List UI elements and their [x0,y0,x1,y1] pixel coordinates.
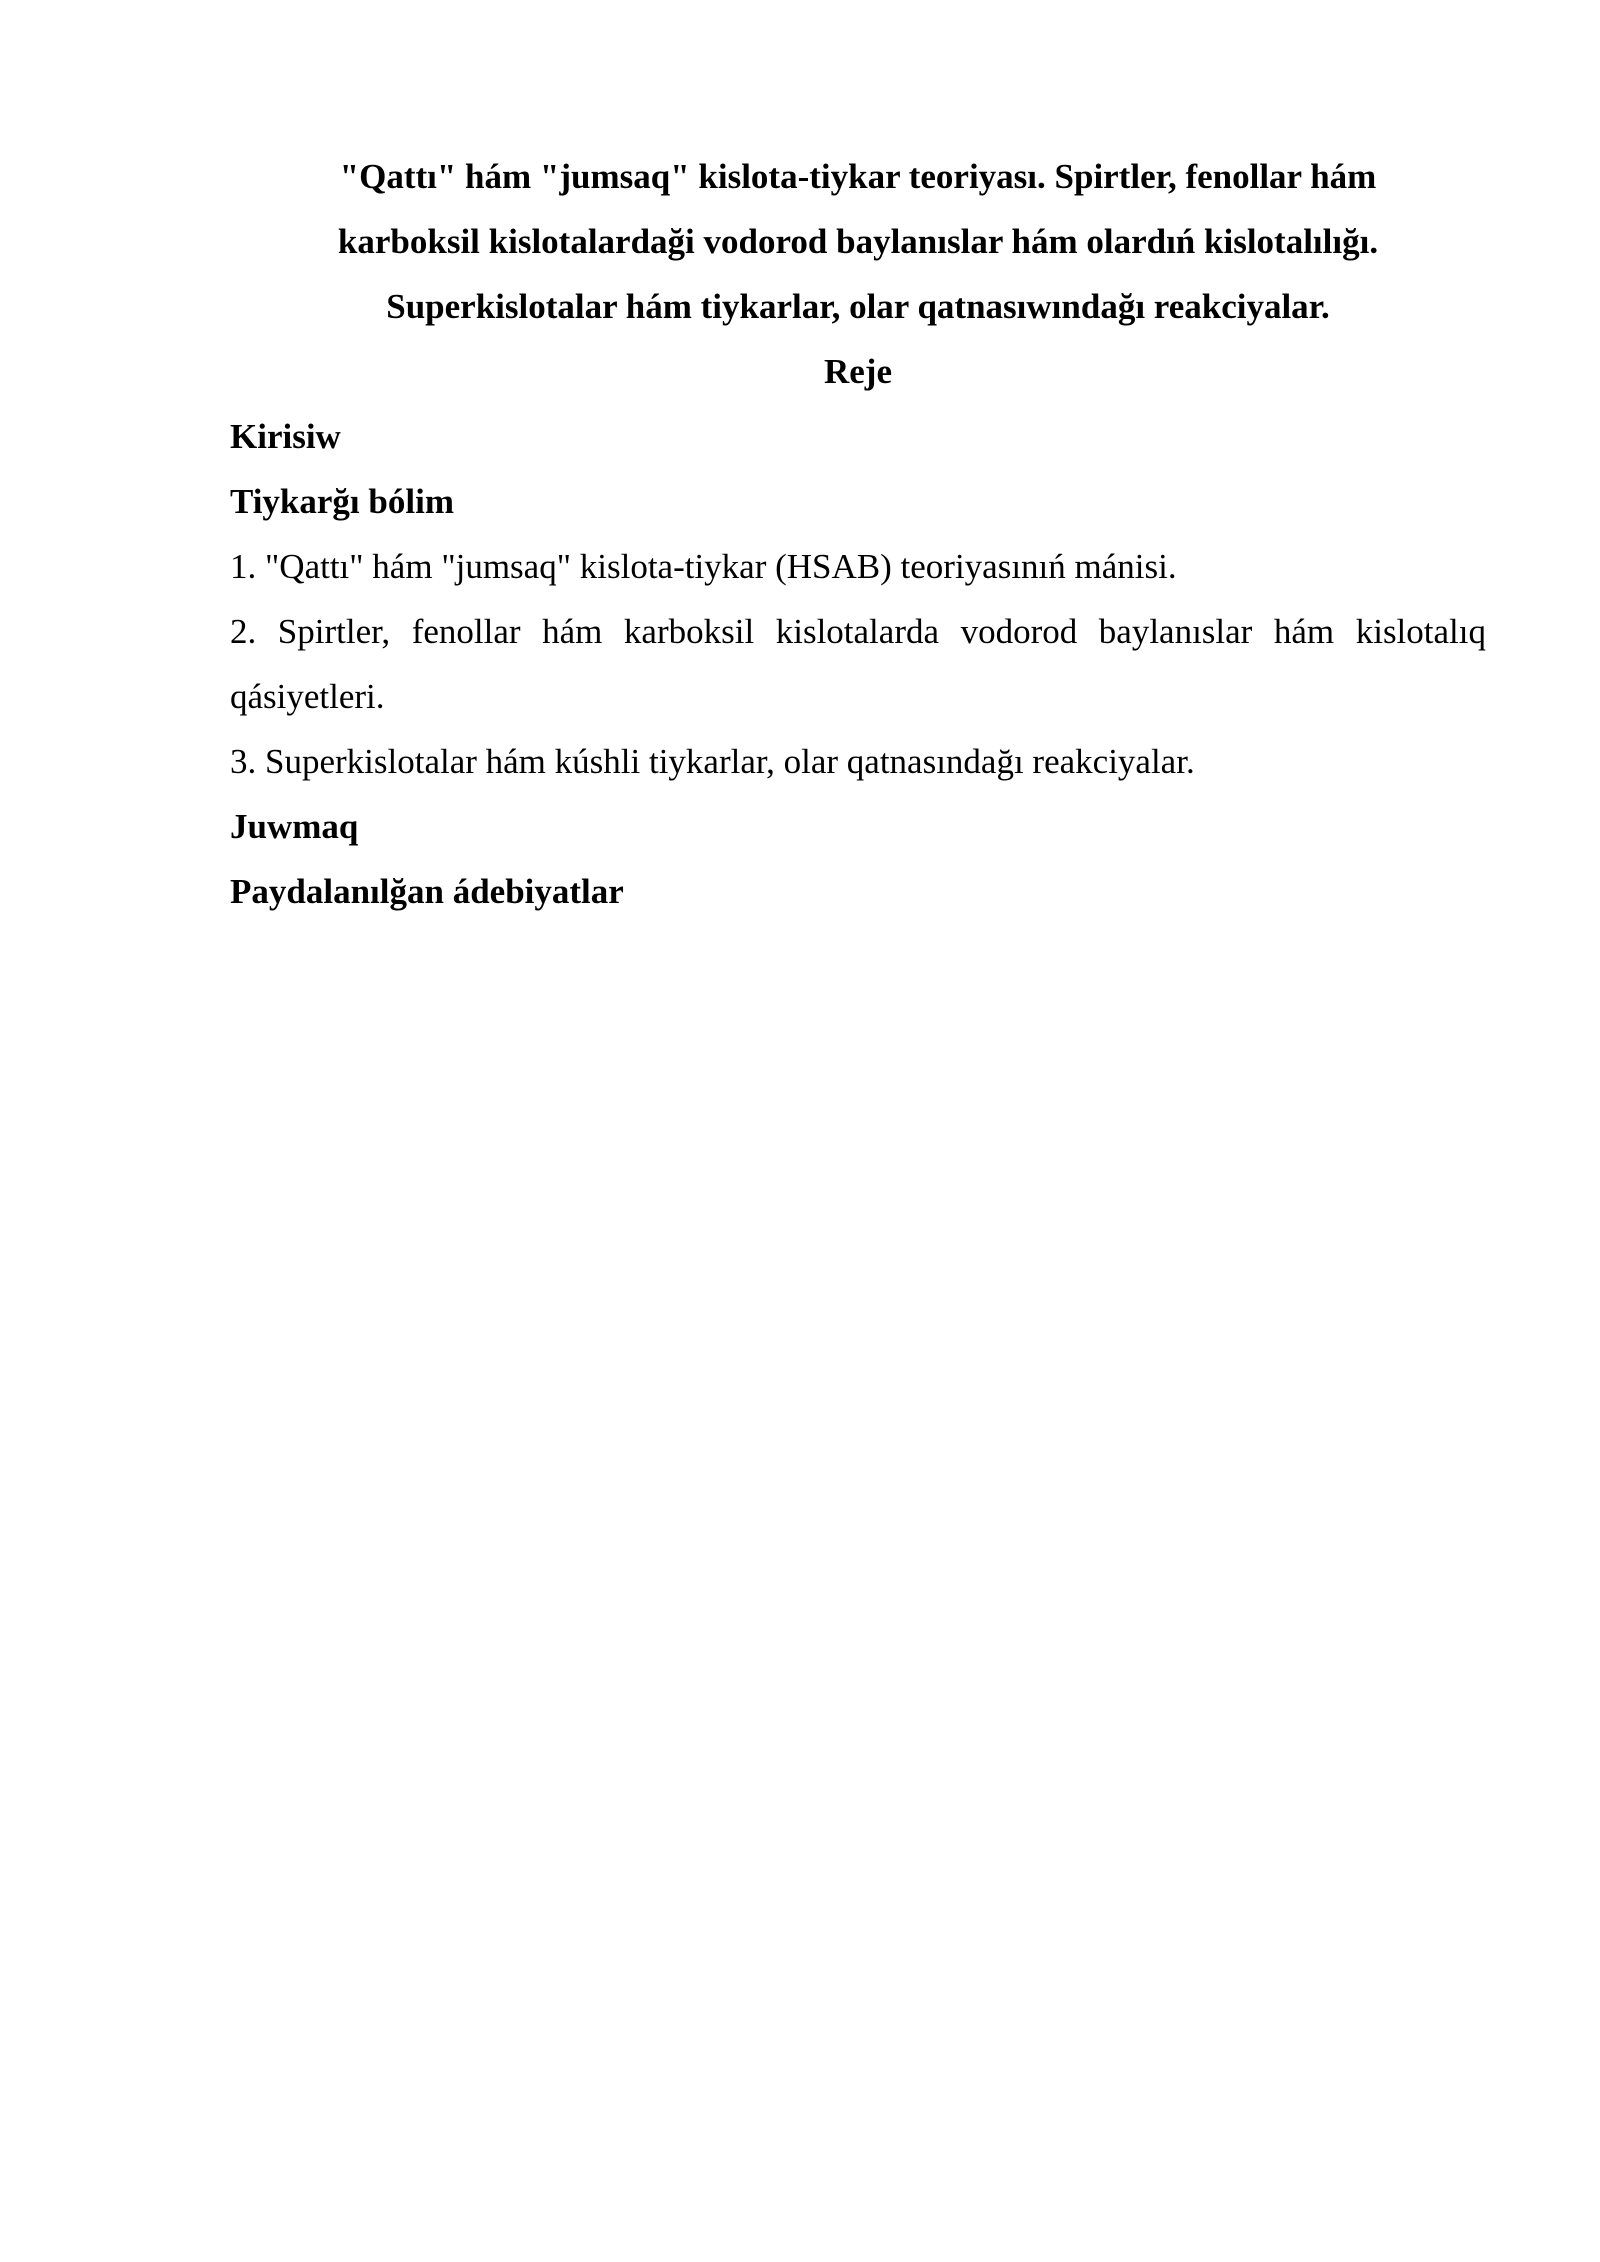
document-content [230,144,1486,924]
document-title [230,144,1486,339]
intro-heading: Kirisiw [230,417,341,456]
plan-item-3 [230,729,1486,794]
title-line-2: karboksil kislotalardaği vodorod baylanıslar hám olardıń kislotalılığı. [337,222,1379,261]
references-heading: Paydalanılğan ádebiyatlar [230,872,624,911]
conclusion-heading: Juwmaq [230,807,359,846]
title-line-3: Superkislotalar hám tiykarlar, olar qatnasıwındağı reakciyalar. [386,287,1330,326]
plan-item-2-line-1: 2. Spirtler, fenollar hám karboksil kislotalarda vodorod baylanıslar hám kislotalıq [230,612,1486,651]
title-line-1: "Qattı" hám "jumsaq" kislota-tiykar teoriyası. Spirtler, fenollar hám [339,157,1377,196]
plan-item-3-line-1: 3. Superkislotalar hám kúshli tiykarlar, olar qatnasındağı reakciyalar. [230,742,1195,781]
main-part-heading: Tiykarğı bólim [230,482,454,521]
plan-item-2 [230,599,1486,729]
plan-item-1 [230,534,1486,599]
plan-heading: Reje [823,352,892,391]
plan-item-1-line-1: 1. "Qattı" hám "jumsaq" kislota-tiykar (HSAB) teoriyasınıń mánisi. [230,547,1177,586]
plan-item-2-line-2: qásiyetleri. [230,677,385,716]
